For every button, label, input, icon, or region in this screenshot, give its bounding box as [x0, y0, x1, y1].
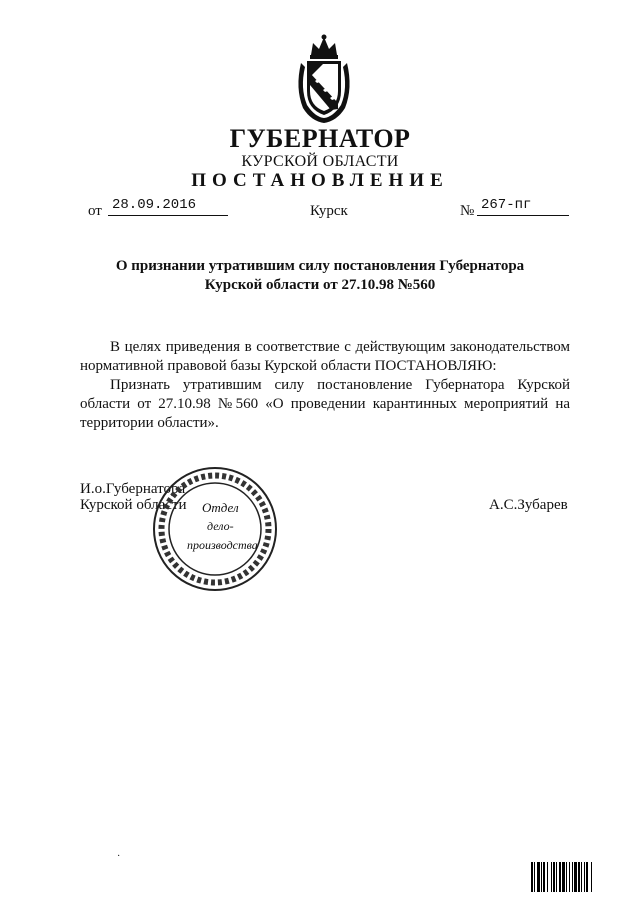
barcode-icon — [531, 862, 611, 892]
body-line: Признать утратившим силу постановление Губернатора Курской — [110, 377, 570, 393]
document-number: 267-пг — [477, 196, 569, 216]
paragraph — [80, 338, 570, 357]
heading-line: Курской области от 27.10.98 №560 — [204, 277, 436, 293]
stamp-text: Отдел — [202, 500, 239, 515]
body-line: нормативной правовой базы Курской области ПОСТАНОВЛЯЮ: — [80, 358, 497, 374]
barcode-bar — [531, 862, 533, 892]
document-heading — [60, 257, 580, 295]
barcode-bar — [581, 862, 582, 892]
heading-line: О признании утратившим силу постановления Губернатора — [115, 258, 525, 274]
office-stamp — [150, 464, 280, 594]
barcode-bar — [543, 862, 545, 892]
barcode-bar — [569, 862, 570, 892]
barcode-bar — [556, 862, 557, 892]
barcode-bar — [584, 862, 585, 892]
paragraph — [80, 376, 570, 395]
barcode-bar — [572, 862, 573, 892]
barcode-bar — [553, 862, 555, 892]
document-date: 28.09.2016 — [108, 196, 228, 216]
barcode-bar — [547, 862, 548, 892]
barcode-bar — [551, 862, 552, 892]
barcode-bar — [591, 862, 592, 892]
barcode-bar — [534, 862, 535, 892]
paragraph — [80, 357, 570, 376]
barcode-bar — [559, 862, 561, 892]
scan-speck: · — [117, 851, 121, 862]
barcode-bar — [541, 862, 542, 892]
signatory-name: А.С.Зубарев — [489, 497, 568, 513]
page-title: ГУБЕРНАТОР — [229, 124, 411, 153]
body-line: территории области». — [80, 415, 219, 431]
signatory-position: И.о.Губернатора — [80, 481, 186, 497]
body-line: В целях приведения в соответствие с действующим законодательством — [110, 339, 570, 355]
date-label: от — [88, 203, 102, 219]
paragraph — [80, 395, 570, 433]
barcode-bar — [562, 862, 565, 892]
stamp-text: дело- — [207, 519, 234, 533]
barcode-bar — [537, 862, 540, 892]
coat-of-arms-icon — [293, 33, 355, 125]
barcode-bar — [586, 862, 588, 892]
number-label: № — [460, 203, 475, 219]
barcode-bar — [578, 862, 580, 892]
signatory-region: Курской области — [80, 497, 187, 513]
barcode-bar — [574, 862, 577, 892]
body-line: области от 27.10.98 №560 «О проведении карантинных мероприятий на — [80, 396, 570, 412]
stamp-text: производства — [187, 538, 258, 552]
barcode-bar — [566, 862, 567, 892]
document-type: ПОСТАНОВЛЕНИЕ — [191, 170, 449, 191]
city-name: Курск — [310, 203, 348, 219]
document-body — [80, 338, 570, 433]
region-name: КУРСКОЙ ОБЛАСТИ — [241, 153, 399, 170]
